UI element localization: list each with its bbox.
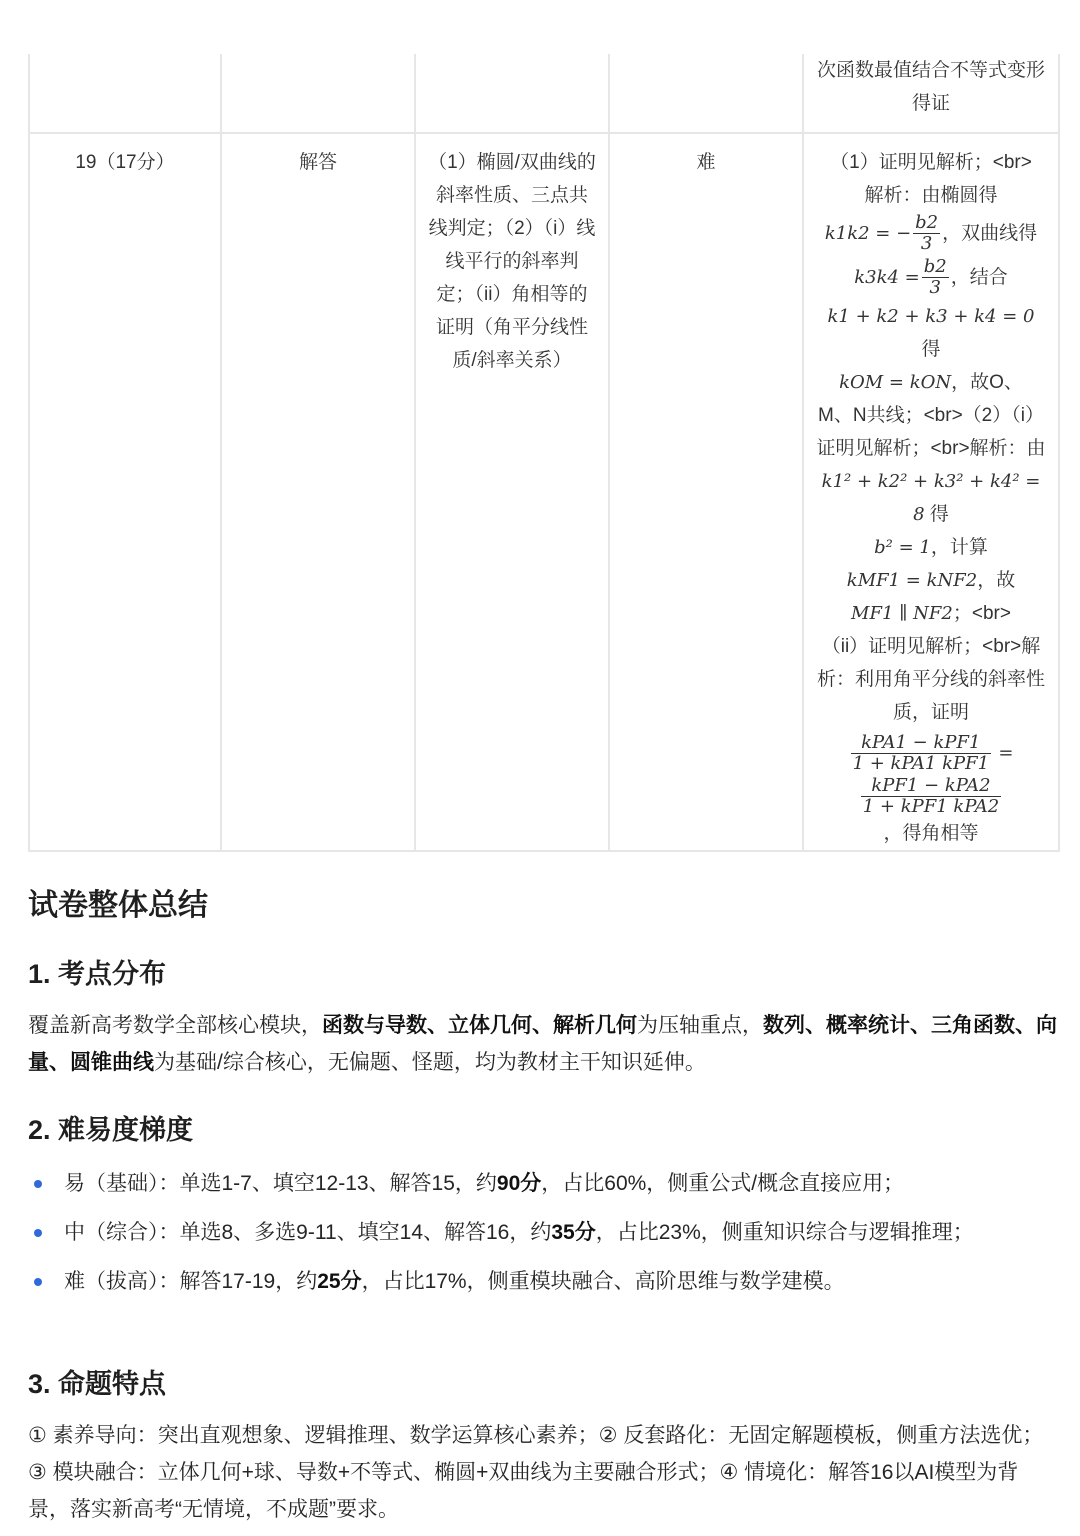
summary-title-block [28,880,1058,924]
analysis-line: （1）证明见解析；<br> [830,152,1032,173]
math-expression: k1 + k2 + k3 + k4 = 0 [827,306,1035,327]
analysis-line [816,366,1046,399]
fraction-numerator: b2 [915,212,939,234]
analysis-cell [803,133,1059,851]
analysis-line [816,597,1046,630]
table-cell [221,54,415,133]
math-expression: b² = 1 [874,537,931,558]
section-heading: 3. 命题特点 [28,1369,167,1399]
text-span: 难（拔高）：解答17-19，约 [64,1270,318,1293]
math-expression: kOM = kON [839,372,952,393]
section-difficulty-gradient [28,1108,1058,1312]
math-expression: k1² + k2² + k3² + k4² = 8 [821,471,1041,525]
difficulty-list [28,1165,1058,1300]
list-item [28,1263,1058,1300]
text-span: 中（综合）：单选8、多选9-11、填空14、解答16，约 [64,1221,552,1244]
analysis-line [816,465,1046,531]
bold-text: 35分 [551,1221,596,1244]
math-expression: kMF1 = kNF2 [846,570,978,591]
section-paragraph: ① 素养导向：突出直观想象、逻辑推理、数学运算核心素养；② 反套路化：无固定解题模板，侧重方法选优；③ 模块融合：立体几何+球、导数+不等式、椭圆+双曲线为主要融合形式；④ 情境化：解答16以AI模型为背景，落实新高考“无情境，不成题”要求。 [28,1424,1044,1521]
analysis-text: ；<br> [952,603,1011,624]
table-cell [29,54,221,133]
text-span: 为基础/综合核心，无偏题、怪题，均为教材主干知识延伸。 [154,1051,706,1074]
text-span: 为压轴重点， [637,1014,763,1037]
analysis-line: 解析：由椭圆得 [864,185,998,206]
list-item [28,1214,1058,1251]
bold-text: 90分 [496,1172,542,1195]
analysis-text: ，故O、 [951,372,1023,393]
exam-analysis-table [28,54,1060,852]
summary-title: 试卷整体总结 [28,889,208,922]
math-fraction [922,257,949,298]
section-proposition-features [28,1362,1058,1528]
list-item [28,1165,1058,1202]
analysis-line [816,300,1046,366]
analysis-text: ，双曲线得 [942,223,1038,244]
analysis-text: 得 [929,504,949,525]
fraction-denominator: 3 [920,233,933,255]
analysis-line [816,256,1046,300]
table-cell [415,54,609,133]
math-fraction [851,733,991,774]
bullet-icon [34,1278,42,1286]
bullet-icon [34,1229,42,1237]
fraction-numerator: b2 [923,256,947,278]
text-span: ，占比23%，侧重知识综合与逻辑推理； [595,1221,974,1244]
math-expression: = [998,742,1014,764]
analysis-text: 得 [921,339,941,360]
analysis-line: M、N共线；<br>（2）（i）证明见解析；<br>解析：由 [816,405,1046,459]
text-span: 覆盖新高考数学全部核心模块， [28,1014,322,1037]
bold-text: 25分 [317,1270,362,1293]
analysis-line [816,776,1046,817]
math-expression: MF1 ∥ NF2 [851,603,953,624]
section-paragraph [28,1007,1058,1081]
math-expression: k1k2 = − [824,223,912,244]
knowledge-points-cell: （1）椭圆/双曲线的斜率性质、三点共线判定；（2）（i）线线平行的斜率判定；（ii）角相等的证明（角平分线性质/斜率关系） [415,133,609,851]
math-fraction [913,213,940,254]
question-type-cell: 解答 [221,133,415,851]
analysis-text: ，故 [977,570,1016,591]
math-expression: k3k4 = [854,267,920,288]
analysis-text: ，结合 [950,267,1008,288]
analysis-line [816,564,1046,597]
math-fraction [861,776,1001,817]
bold-text: 数列、概率统计、三角函数、向量、圆锥曲线 [28,1014,1057,1074]
analysis-text: ，计算 [930,537,988,558]
analysis-cell-continued: 次函数最值结合不等式变形得证 [803,54,1059,133]
section-heading: 2. 难易度梯度 [28,1115,194,1145]
table-cell [609,54,803,133]
fraction-denominator: 1 + kPF1 kPA2 [862,796,1000,817]
analysis-line [816,212,1046,256]
table-row [29,54,1059,133]
text-span: ，占比17%，侧重模块融合、高阶思维与数学建模。 [361,1270,845,1293]
bullet-icon [34,1180,42,1188]
text-span: 易（基础）：单选1-7、填空12-13、解答15，约 [64,1172,497,1195]
table-row [29,133,1059,851]
analysis-line [816,531,1046,564]
analysis-line [816,733,1046,774]
section-heading: 1. 考点分布 [28,959,167,989]
analysis-line: ，得角相等 [883,823,979,844]
fraction-denominator: 1 + kPA1 kPF1 [852,753,990,774]
fraction-numerator: kPF1 − kPA2 [861,776,1001,797]
analysis-line: （ii）证明见解析；<br>解析：利用角平分线的斜率性质，证明 [816,636,1045,723]
bold-text: 函数与导数、立体几何、解析几何 [322,1014,637,1037]
section-topic-distribution [28,952,1058,1081]
text-span: ，占比60%，侧重公式/概念直接应用； [541,1172,905,1195]
fraction-denominator: 3 [929,277,941,299]
fraction-numerator: kPA1 − kPF1 [851,733,991,754]
difficulty-cell: 难 [609,133,803,851]
question-number-cell: 19（17分） [29,133,221,851]
